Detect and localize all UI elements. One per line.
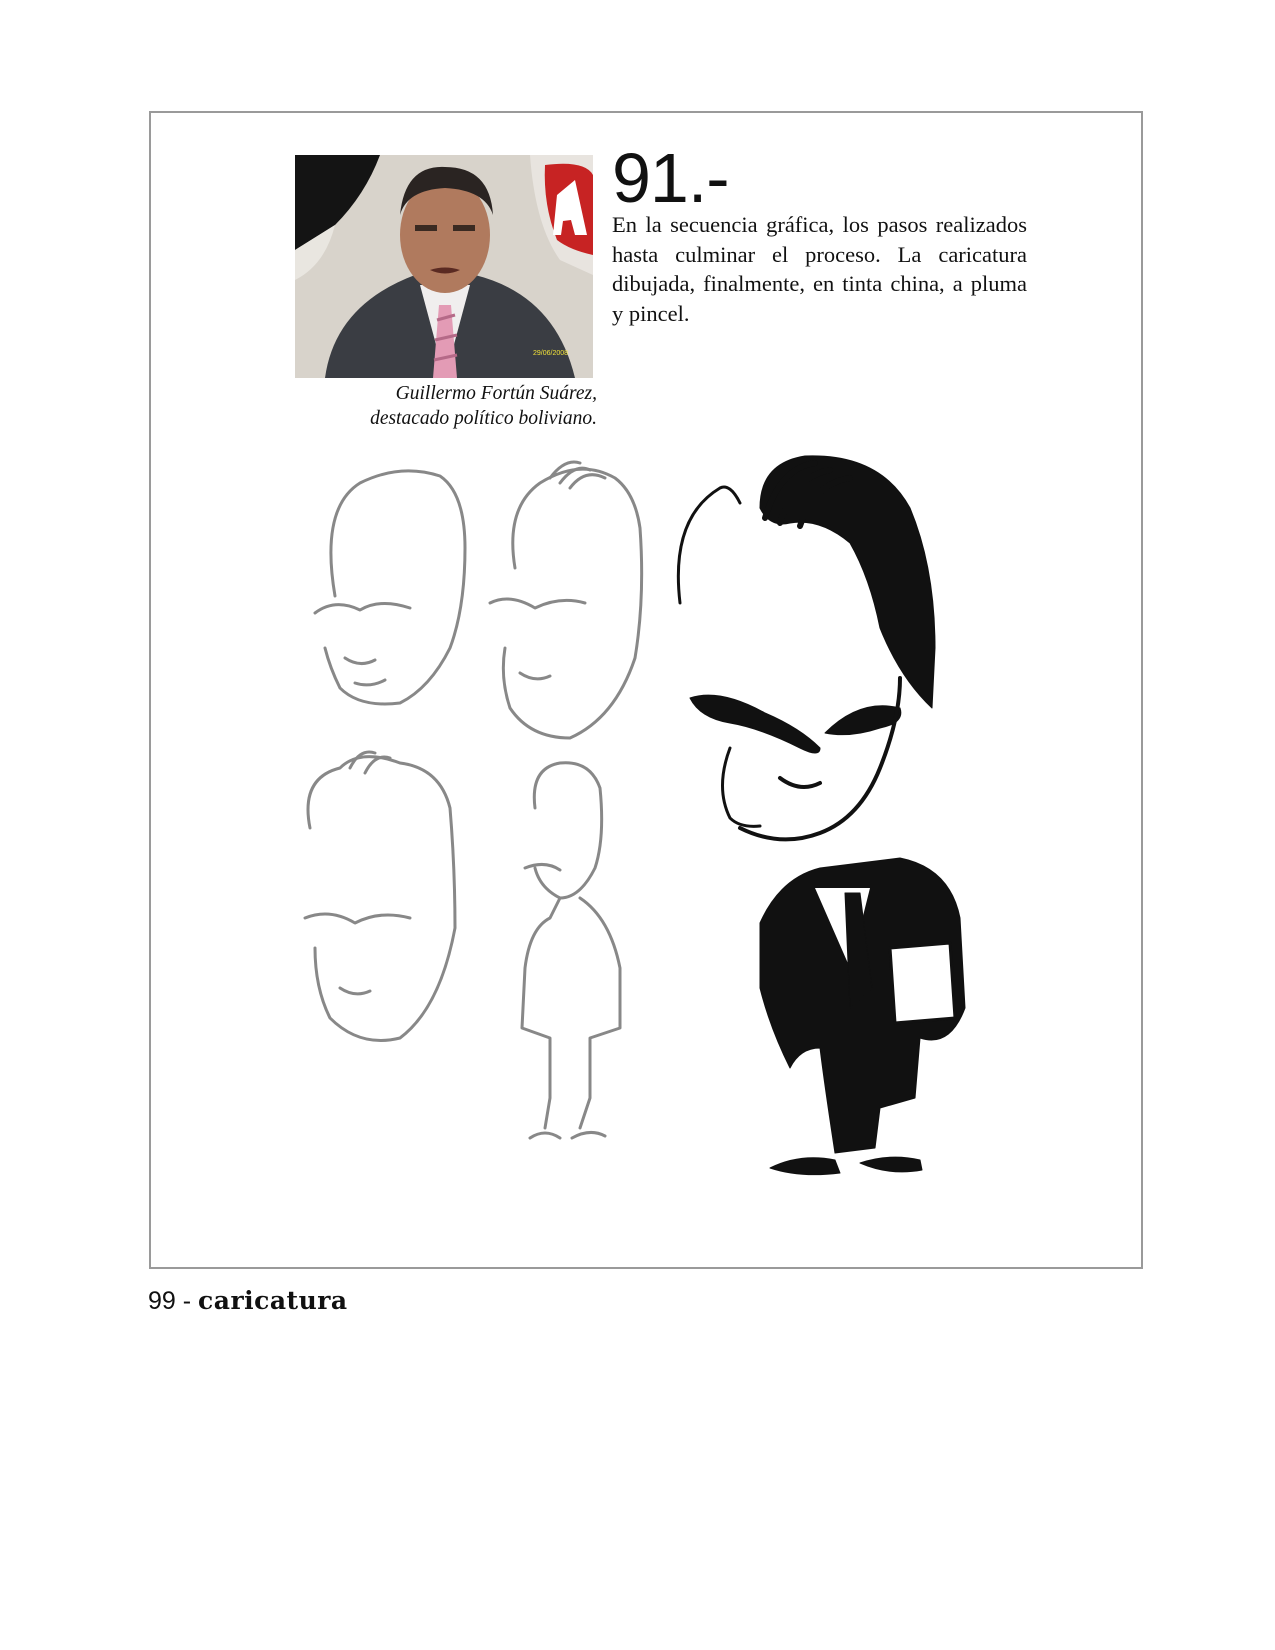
caricature-sketch-sequence <box>260 448 1000 1213</box>
sketch-head-3 <box>305 752 455 1041</box>
photo-date-stamp: 29/06/2008 <box>533 350 569 357</box>
page-number: 99 <box>148 1287 176 1315</box>
footer-title: caricatura <box>198 1286 348 1315</box>
section-number: 91.- <box>612 139 729 217</box>
description-paragraph: En la secuencia gráfica, los pasos realizados hasta culminar el proceso. La caricatura dibujada, finalmente, en tinta china, a pluma y pincel. <box>612 212 1027 326</box>
sketch-head-1 <box>315 471 465 704</box>
final-ink-caricature <box>678 456 965 1175</box>
footer-separator: - <box>175 1287 199 1315</box>
caption-line: destacado político boliviano. <box>370 408 597 429</box>
caption-line: Guillermo Fortún Suárez, <box>395 383 597 404</box>
sketch-figure-4 <box>522 763 620 1138</box>
sketch-head-2 <box>490 462 642 738</box>
photo-caption <box>300 381 597 431</box>
page-footer <box>148 1286 348 1317</box>
portrait-photo <box>295 155 593 378</box>
